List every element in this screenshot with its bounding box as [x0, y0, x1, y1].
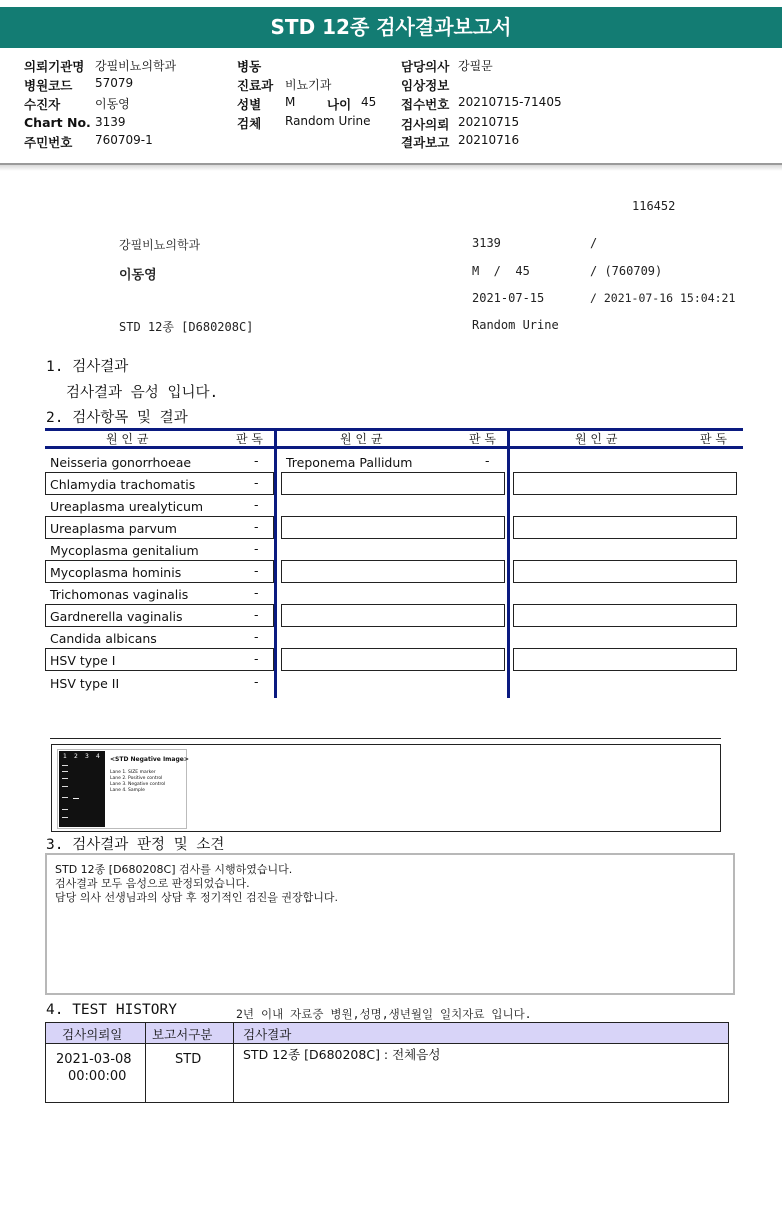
organism-name: Mycoplasma hominis — [50, 565, 182, 580]
header-value-department: 비뇨기과 — [285, 78, 332, 92]
col2-result-header: 판 독 — [469, 432, 496, 446]
empty-cell-box — [281, 560, 505, 583]
header-value-request-date: 20210715 — [458, 115, 520, 129]
header-label-doctor: 담당의사 — [401, 59, 450, 74]
header-value-doctor: 강필문 — [458, 59, 493, 73]
section1-text: 검사결과 음성 입니다. — [66, 385, 219, 401]
history-note: 2년 이내 자료중 병원,성명,생년월일 일치자료 입니다. — [236, 1007, 532, 1021]
gel-legend-item: Lane 4. Sample — [110, 788, 145, 793]
header-label-request-date: 검사의뢰 — [401, 117, 450, 132]
header-label-report-date: 결과보고 — [401, 135, 450, 150]
history-type: STD — [175, 1052, 202, 1067]
col3-result-header: 판 독 — [700, 432, 727, 446]
header-label-ward: 병동 — [237, 59, 262, 74]
history-table — [45, 1022, 729, 1103]
gel-top-rule — [50, 738, 721, 739]
organism-name: Chlamydia trachomatis — [50, 477, 196, 492]
gel-image — [57, 749, 187, 829]
opinion-line: 검사결과 모두 음성으로 판정되었습니다. — [55, 877, 250, 890]
header-value-patient: 이동영 — [95, 97, 130, 111]
marker-band — [62, 771, 68, 772]
report-number: 116452 — [632, 199, 676, 213]
header-value-chart: 3139 — [95, 115, 126, 129]
history-date: 2021-03-08 — [56, 1052, 132, 1067]
history-header-row — [46, 1023, 728, 1044]
positive-band — [73, 798, 79, 799]
header-label-institution: 의뢰기관명 — [24, 59, 85, 74]
summary-patient: 이동영 — [119, 268, 157, 283]
organism-name: Mycoplasma genitalium — [50, 543, 199, 558]
table-top-border — [45, 428, 743, 431]
organism-name: Ureaplasma urealyticum — [50, 499, 204, 514]
header-value-specimen: Random Urine — [285, 114, 371, 128]
summary-report-datetime: / 2021-07-16 15:04:21 — [590, 291, 736, 305]
history-col-divider — [145, 1023, 146, 1102]
gel-legend-item: Lane 2. Positive control — [110, 776, 163, 781]
lane-label: 2 — [74, 753, 78, 760]
empty-cell-box — [513, 472, 737, 495]
opinion-line: STD 12종 [D680208C] 검사를 시행하였습니다. — [55, 863, 293, 876]
organism-name: Treponema Pallidum — [286, 455, 413, 470]
header-label-chart: Chart No. — [24, 115, 91, 130]
header-divider-shadow — [0, 165, 782, 171]
gel-photo — [59, 751, 105, 827]
marker-band — [62, 786, 68, 787]
organism-result: - — [254, 651, 259, 666]
header-value-age: 45 — [361, 95, 377, 109]
organism-result: - — [485, 453, 490, 468]
header-value-sex: M — [285, 95, 296, 109]
summary-sex-age: M / 45 — [472, 264, 530, 278]
organism-name: Trichomonas vaginalis — [50, 587, 189, 602]
header-label-receipt-no: 접수번호 — [401, 97, 450, 112]
empty-cell-box — [513, 648, 737, 671]
lane-label: 4 — [96, 753, 100, 760]
header-label-resident-no: 주민번호 — [24, 135, 73, 150]
history-col-result: 검사결과 — [243, 1027, 292, 1042]
organism-result: - — [254, 563, 259, 578]
summary-slash: / — [590, 236, 598, 250]
report-title: STD 12종 검사결과보고서 — [0, 7, 782, 48]
organism-result: - — [254, 519, 259, 534]
summary-birth: / (760709) — [590, 264, 663, 278]
marker-band — [62, 765, 68, 766]
lane-label: 1 — [63, 753, 67, 760]
gel-legend-item: Lane 1. SIZE marker — [110, 770, 156, 775]
header-label-department: 진료과 — [237, 78, 274, 93]
header-label-clinical-info: 임상정보 — [401, 78, 450, 93]
empty-cell-box — [281, 516, 505, 539]
header-label-hospital-code: 병원코드 — [24, 78, 73, 93]
empty-cell-box — [513, 516, 737, 539]
section4-heading: 4. TEST HISTORY — [46, 1002, 177, 1018]
organism-result: - — [254, 541, 259, 556]
summary-test: STD 12종 [D680208C] — [119, 320, 254, 334]
col3-organism-header: 원 인 균 — [575, 432, 618, 446]
header-value-report-date: 20210716 — [458, 133, 520, 147]
opinion-box — [45, 853, 735, 995]
organism-result: - — [254, 453, 259, 468]
organism-name: Gardnerella vaginalis — [50, 609, 183, 624]
organism-name: Candida albicans — [50, 631, 157, 646]
table-col-divider-2 — [507, 428, 510, 698]
section3-heading: 3. 검사결과 판정 및 소견 — [46, 837, 225, 853]
marker-band — [62, 817, 68, 818]
organism-result: - — [254, 629, 259, 644]
summary-clinic: 강필비뇨의학과 — [119, 238, 201, 252]
organism-name: HSV type I — [50, 653, 116, 668]
gel-legend-item: Lane 3. Negative control — [110, 782, 166, 787]
history-col-divider — [233, 1023, 234, 1102]
empty-cell-box — [513, 560, 737, 583]
section2-heading: 2. 검사항목 및 결과 — [46, 410, 188, 426]
summary-specimen: Random Urine — [472, 318, 559, 332]
header-value-hospital-code: 57079 — [95, 76, 134, 90]
history-col-type: 보고서구분 — [152, 1027, 213, 1042]
lane-label: 3 — [85, 753, 89, 760]
table-header-border — [45, 446, 743, 449]
organism-name: Neisseria gonorrhoeae — [50, 455, 192, 470]
header-label-age: 나이 — [327, 97, 352, 112]
opinion-line: 담당 의사 선생님과의 상담 후 정기적인 검진을 권장합니다. — [55, 891, 338, 904]
header-value-institution: 강필비뇨의학과 — [95, 59, 177, 73]
summary-request-date: 2021-07-15 — [472, 291, 545, 305]
header-label-patient: 수진자 — [24, 97, 61, 112]
col2-organism-header: 원 인 균 — [340, 432, 383, 446]
organism-result: - — [254, 475, 259, 490]
marker-band — [62, 797, 68, 798]
table-col-divider-1 — [274, 428, 277, 698]
section1-heading: 1. 검사결과 — [46, 359, 129, 375]
col1-result-header: 판 독 — [236, 432, 263, 446]
history-col-date: 검사의뢰일 — [62, 1027, 123, 1042]
summary-chart: 3139 — [472, 236, 501, 250]
organism-name: Ureaplasma parvum — [50, 521, 177, 536]
empty-cell-box — [513, 604, 737, 627]
col1-organism-header: 원 인 균 — [106, 432, 149, 446]
gel-caption: <STD Negative Image> — [110, 756, 189, 763]
marker-band — [62, 809, 68, 810]
history-time: 00:00:00 — [68, 1069, 127, 1084]
header-label-specimen: 검체 — [237, 116, 262, 131]
marker-band — [62, 778, 68, 779]
organism-name: HSV type II — [50, 676, 120, 691]
organism-result: - — [254, 497, 259, 512]
empty-cell-box — [281, 648, 505, 671]
history-result: STD 12종 [D680208C] : 전체음성 — [243, 1047, 441, 1062]
header-value-receipt-no: 20210715-71405 — [458, 95, 562, 109]
organism-result: - — [254, 674, 259, 689]
header-value-resident-no: 760709-1 — [95, 133, 153, 147]
empty-cell-box — [281, 472, 505, 495]
header-label-sex: 성별 — [237, 97, 262, 112]
empty-cell-box — [281, 604, 505, 627]
organism-result: - — [254, 607, 259, 622]
organism-result: - — [254, 585, 259, 600]
